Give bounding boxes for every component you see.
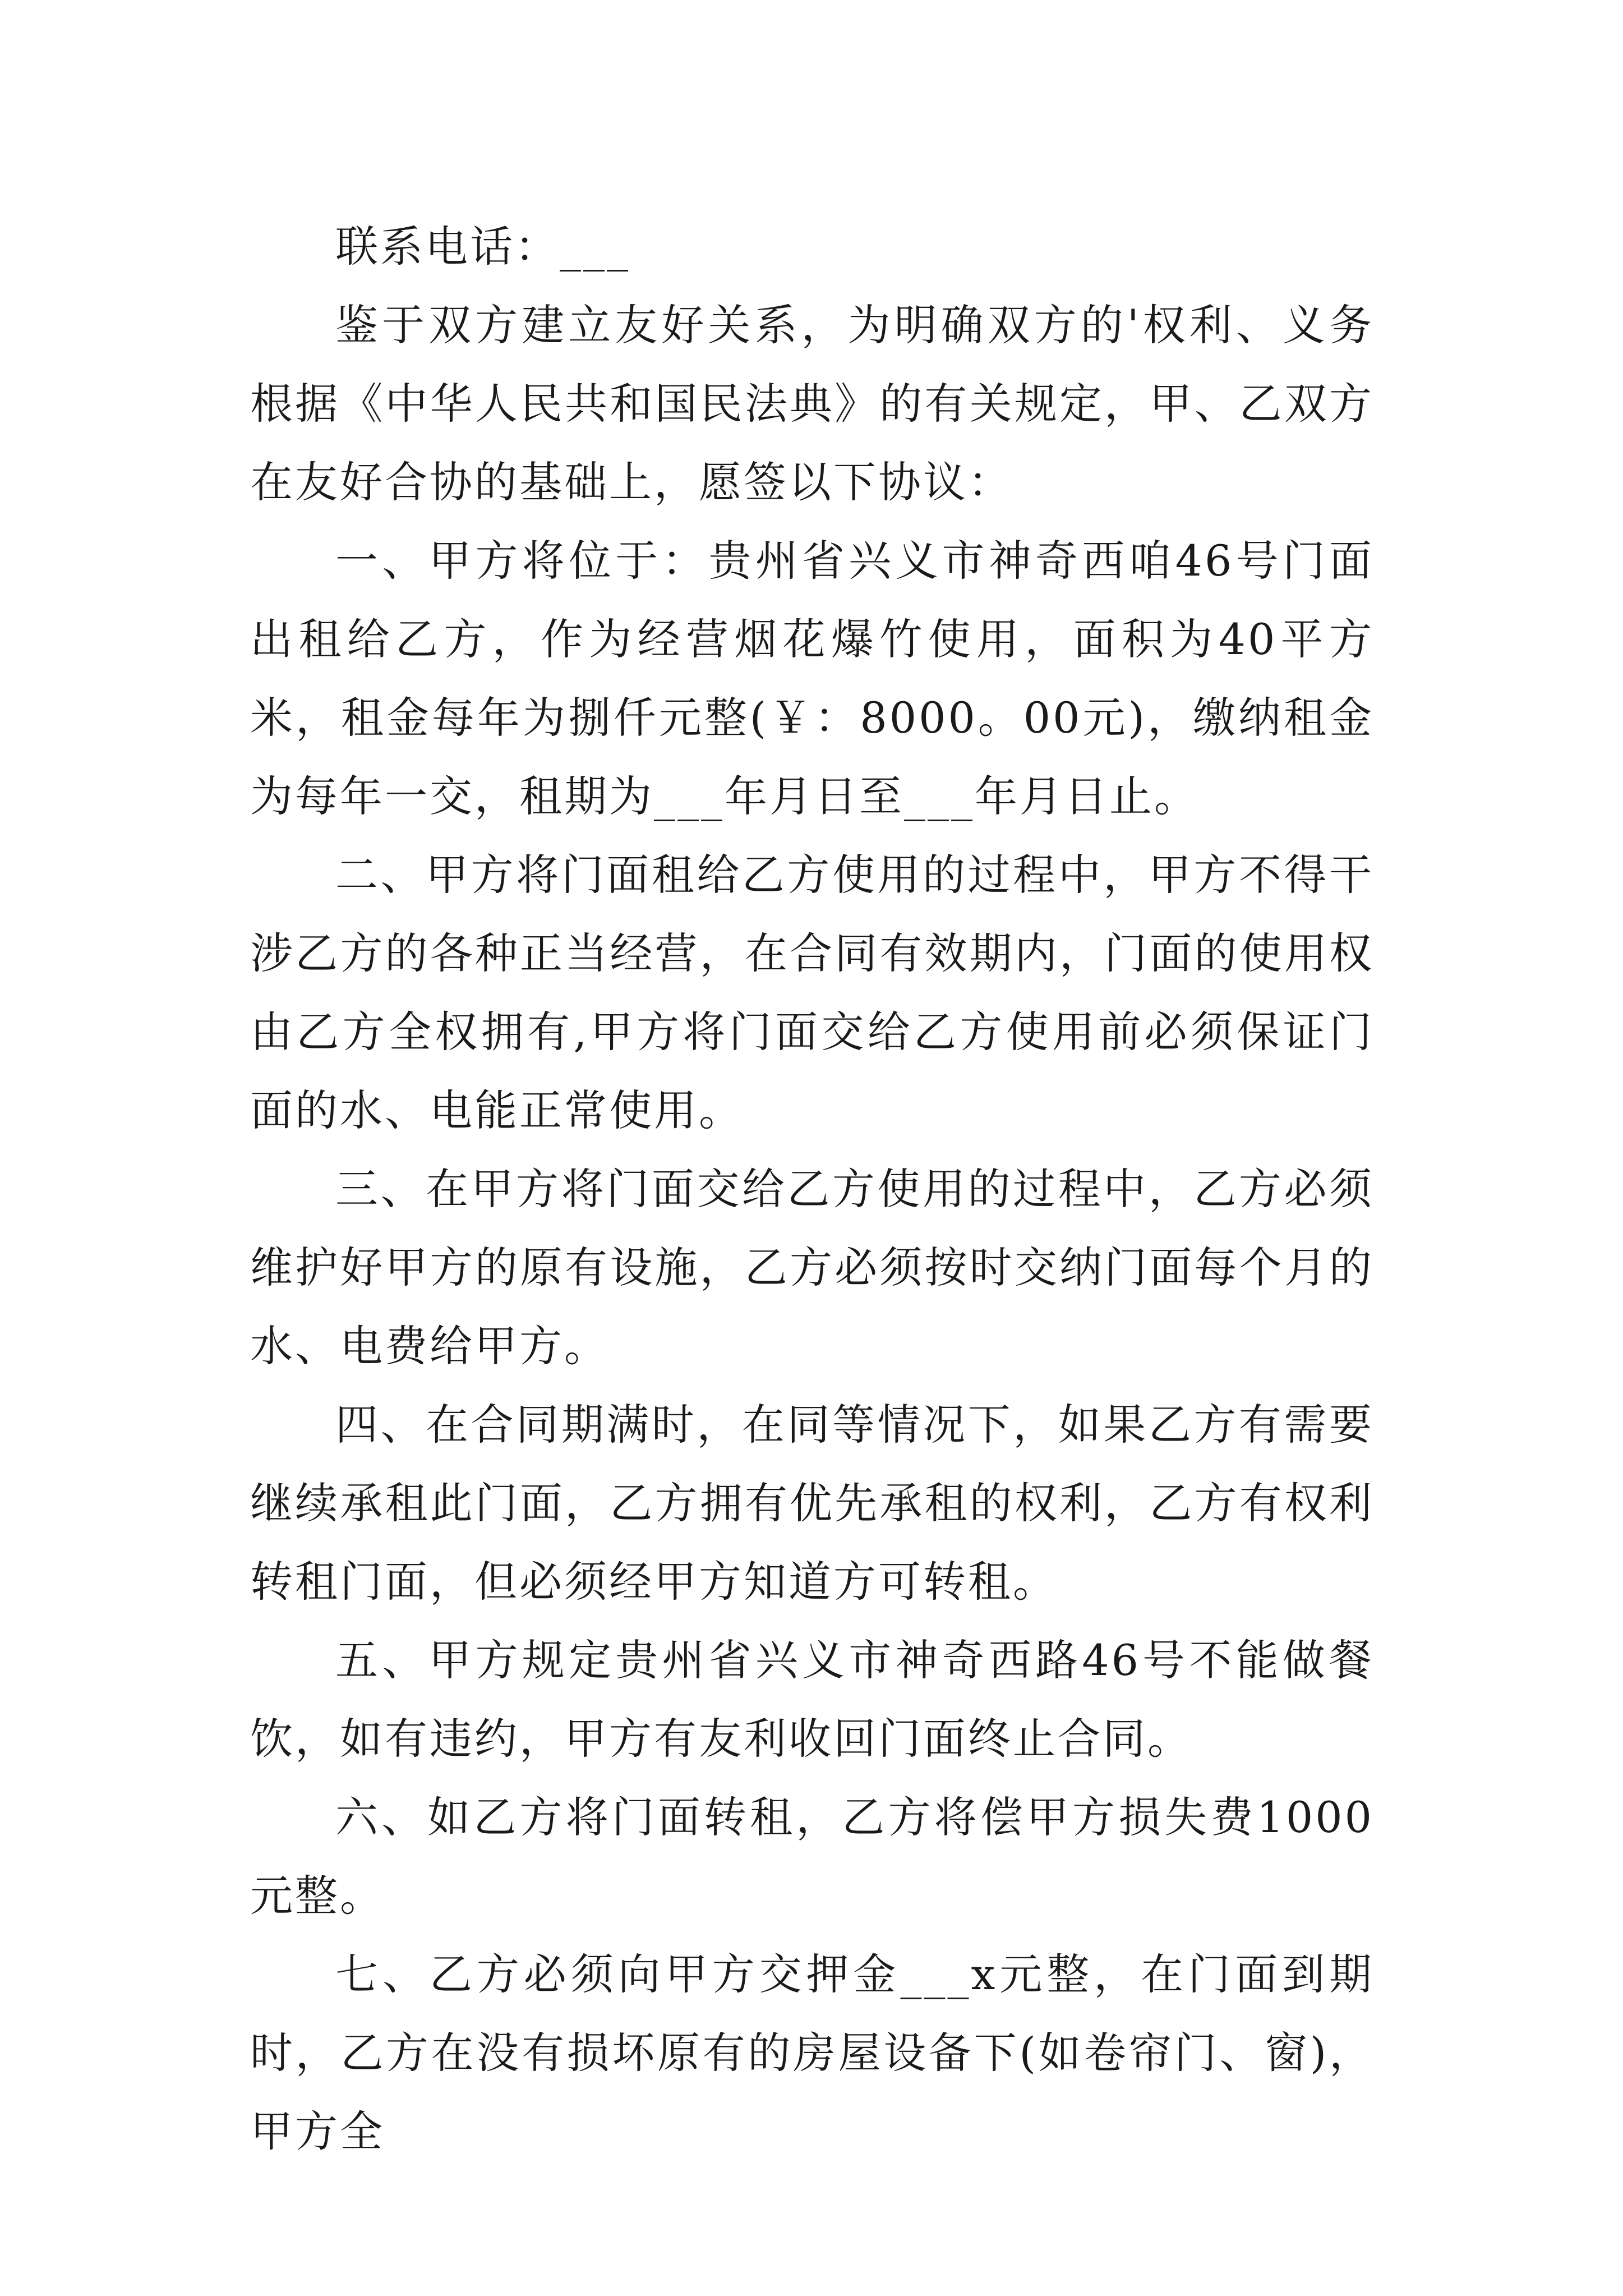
document-body xyxy=(250,208,1374,2171)
clause-2-paragraph: 二、甲方将门面租给乙方使用的过程中，甲方不得干涉乙方的各种正当经营，在合同有效期内，门面的使用权由乙方全权拥有,甲方将门面交给乙方使用前必须保证门面的水、电能正常使用。 xyxy=(250,850,1374,1135)
clause-6-paragraph: 六、如乙方将门面转租，乙方将偿甲方损失费1000元整。 xyxy=(250,1792,1374,1921)
contact-phone-line: 联系电话：___ xyxy=(335,222,630,272)
clause-3-paragraph: 三、在甲方将门面交给乙方使用的过程中，乙方必须维护好甲方的原有设施，乙方必须按时交纳门面每个月的水、电费给甲方。 xyxy=(250,1164,1374,1371)
clause-5-paragraph: 五、甲方规定贵州省兴义市神奇西路46号不能做餐饮，如有违约，甲方有友利收回门面终止合同。 xyxy=(250,1635,1374,1764)
preamble-paragraph: 鉴于双方建立友好关系，为明确双方的'权利、义务根据《中华人民共和国民法典》的有关规定，甲、乙双方在友好合协的基础上，愿签以下协议： xyxy=(250,300,1374,507)
clause-1-paragraph: 一、甲方将位于：贵州省兴义市神奇西咱46号门面出租给乙方，作为经营烟花爆竹使用，面积为40平方米，租金每年为捌仟元整(￥：8000。00元)，缴纳租金为每年一交，租期为___年月日至___年月日止。 xyxy=(250,536,1374,821)
clause-4-paragraph: 四、在合同期满时，在同等情况下，如果乙方有需要继续承租此门面，乙方拥有优先承租的权利，乙方有权利转租门面，但必须经甲方知道方可转租。 xyxy=(250,1400,1374,1607)
clause-7-paragraph: 七、乙方必须向甲方交押金___x元整，在门面到期时，乙方在没有损坏原有的房屋设备下(如卷帘门、窗)，甲方全 xyxy=(250,1949,1374,2156)
